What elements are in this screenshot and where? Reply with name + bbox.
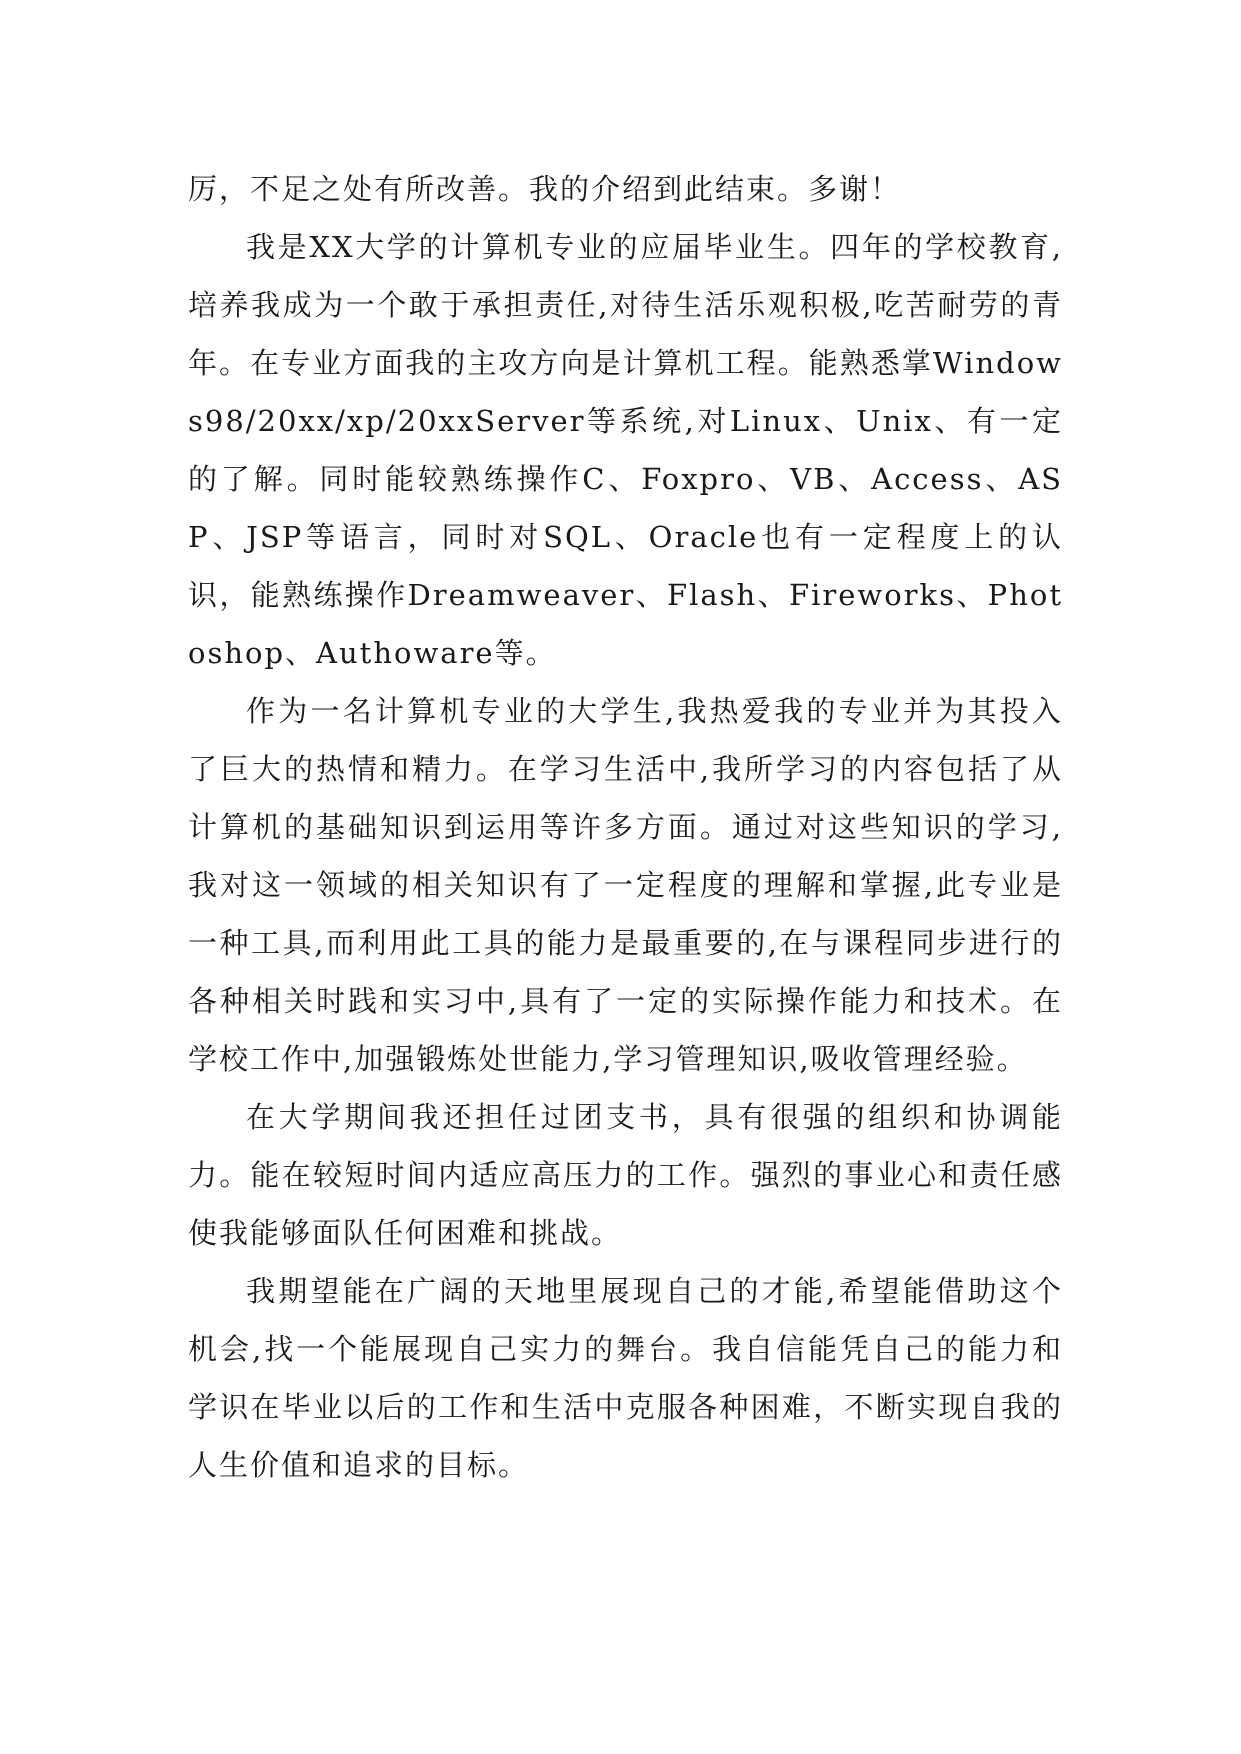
paragraph-continuation: 厉，不足之处有所改善。我的介绍到此结束。多谢！ xyxy=(188,172,902,206)
paragraph-leadership: 在大学期间我还担任过团支书，具有很强的组织和协调能力。能在较短时间内适应高压力的工作。强烈的事业心和责任感使我能够面队任何困难和挑战。 xyxy=(188,1100,1063,1250)
paragraph-aspiration: 我期望能在广阔的天地里展现自己的才能,希望能借助这个机会,找一个能展现自己实力的舞台。我自信能凭自己的能力和学识在毕业以后的工作和生活中克服各种困难，不断实现自我的人生价值和追求的目标。 xyxy=(188,1274,1063,1482)
paragraph-study: 作为一名计算机专业的大学生,我热爱我的专业并为其投入了巨大的热情和精力。在学习生活中,我所学习的内容包括了从计算机的基础知识到运用等许多方面。通过对这些知识的学习,我对这一领域的相关知识有了一定程度的理解和掌握,此专业是一种工具,而利用此工具的能力是最重要的,在与课程同步进行的各种相关时践和实习中,具有了一定的实际操作能力和技术。在学校工作中,加强锻炼处世能力,学习管理知识,吸收管理经验。 xyxy=(188,694,1063,1076)
paragraph-introduction: 我是XX大学的计算机专业的应届毕业生。四年的学校教育,培养我成为一个敢于承担责任,对待生活乐观积极,吃苦耐劳的青年。在专业方面我的主攻方向是计算机工程。能熟悉掌Windows98/20xx/xp/20xxServer等系统,对Linux、Unix、有一定的了解。同时能较熟练操作C、Foxpro、VB、Access、ASP、JSP等语言，同时对SQL、Oracle也有一定程度上的认识，能熟练操作Dreamweaver、Flash、Fireworks、Photoshop、Authoware等。 xyxy=(188,230,1063,670)
document-body xyxy=(188,160,1063,1494)
